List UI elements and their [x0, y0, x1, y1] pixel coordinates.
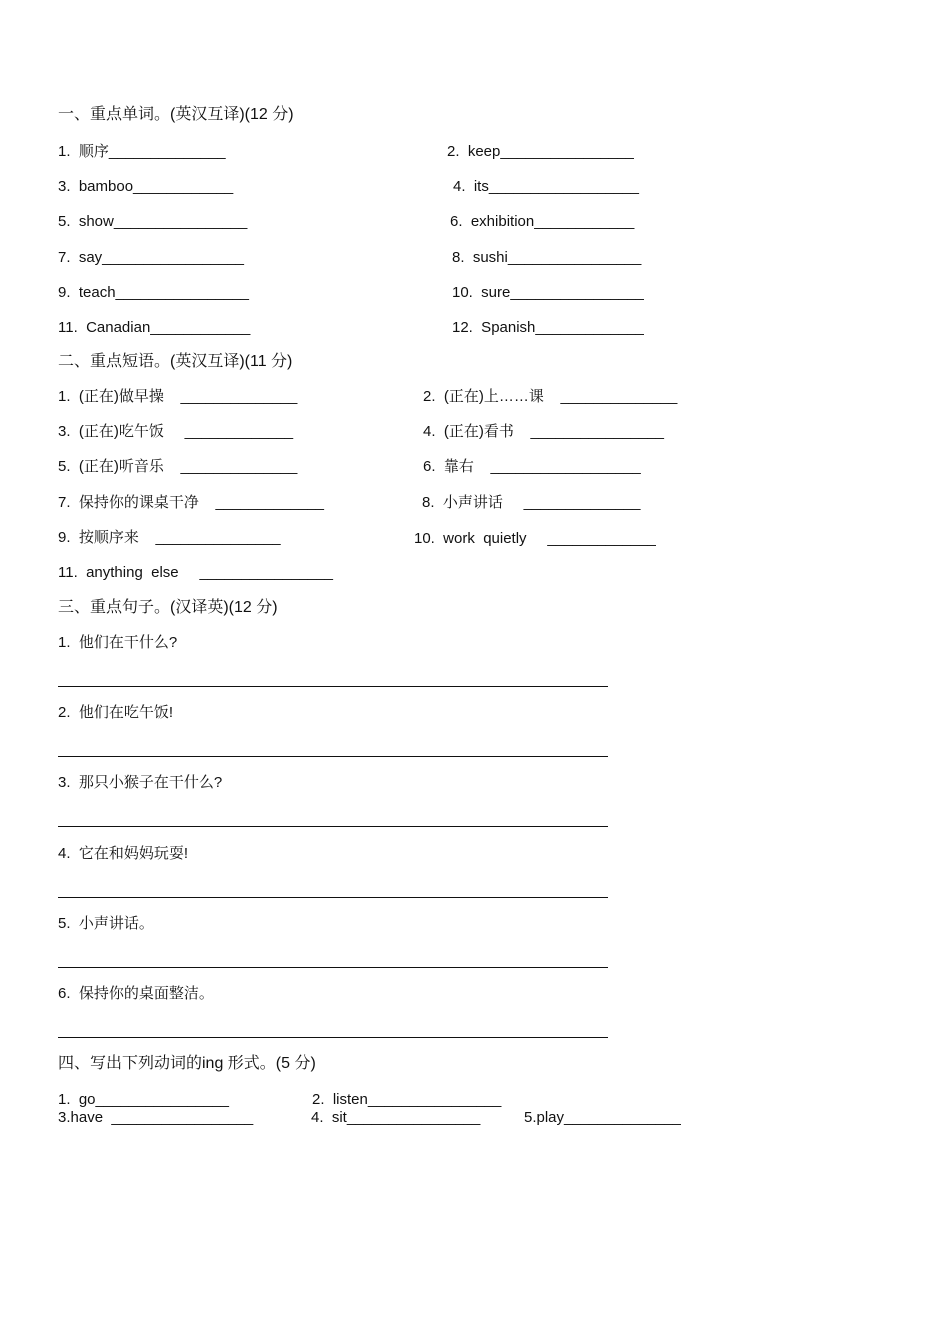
- phrase-item-7: 7. 保持你的课桌干净 _____________: [58, 494, 324, 511]
- phrase-item-8: 8. 小声讲话 ______________: [422, 494, 641, 511]
- word-item-7: 7. say_________________: [58, 249, 245, 266]
- phrase-item-1: 1. (正在)做早操 ______________: [58, 388, 298, 405]
- word-item-4: 4. its__________________: [453, 178, 640, 195]
- answer-line-4[interactable]: [58, 897, 608, 898]
- sentence-item-1: 1. 他们在干什么?: [58, 634, 178, 651]
- phrase-item-10: 10. work quietly _____________: [414, 530, 656, 547]
- word-item-11: 11. Canadian____________: [58, 319, 251, 336]
- phrase-item-6: 6. 靠右 __________________: [423, 458, 641, 475]
- word-item-1: 1. 顺序______________: [58, 143, 226, 160]
- word-item-12: 12. Spanish_____________: [452, 319, 644, 336]
- answer-line-6[interactable]: [58, 1037, 608, 1038]
- word-item-9: 9. teach________________: [58, 284, 250, 301]
- sentence-item-6: 6. 保持你的桌面整洁。: [58, 985, 214, 1002]
- word-item-5: 5. show________________: [58, 213, 248, 230]
- phrase-item-2: 2. (正在)上……课 ______________: [423, 388, 678, 405]
- sentence-item-3: 3. 那只小猴子在干什么?: [58, 774, 223, 791]
- answer-line-3[interactable]: [58, 826, 608, 827]
- word-item-6: 6. exhibition____________: [450, 213, 635, 230]
- answer-line-1[interactable]: [58, 686, 608, 687]
- section2-title: 二、重点短语。(英汉互译)(11 分): [58, 353, 293, 370]
- ing-item-5: 5.play______________: [524, 1109, 681, 1126]
- word-item-3: 3. bamboo____________: [58, 178, 234, 195]
- phrase-item-5: 5. (正在)听音乐 ______________: [58, 458, 298, 475]
- ing-item-2: 2. listen________________: [312, 1091, 502, 1108]
- sentence-item-2: 2. 他们在吃午饭!: [58, 704, 174, 721]
- section3-title: 三、重点句子。(汉译英)(12 分): [58, 599, 278, 616]
- answer-line-5[interactable]: [58, 967, 608, 968]
- word-item-10: 10. sure________________: [452, 284, 644, 301]
- phrase-item-11: 11. anything else ________________: [58, 564, 333, 581]
- section1-title: 一、重点单词。(英汉互译)(12 分): [58, 106, 294, 123]
- word-item-8: 8. sushi________________: [452, 249, 642, 266]
- sentence-item-5: 5. 小声讲话。: [58, 915, 154, 932]
- ing-item-3: 3.have _________________: [58, 1109, 254, 1126]
- ing-item-1: 1. go________________: [58, 1091, 230, 1108]
- phrase-item-9: 9. 按顺序来 _______________: [58, 529, 281, 546]
- phrase-item-4: 4. (正在)看书 ________________: [423, 423, 664, 440]
- sentence-item-4: 4. 它在和妈妈玩耍!: [58, 845, 189, 862]
- answer-line-2[interactable]: [58, 756, 608, 757]
- phrase-item-3: 3. (正在)吃午饭 _____________: [58, 423, 294, 440]
- section4-title: 四、写出下列动词的ing 形式。(5 分): [58, 1055, 316, 1072]
- ing-item-4: 4. sit________________: [311, 1109, 481, 1126]
- word-item-2: 2. keep________________: [447, 143, 634, 160]
